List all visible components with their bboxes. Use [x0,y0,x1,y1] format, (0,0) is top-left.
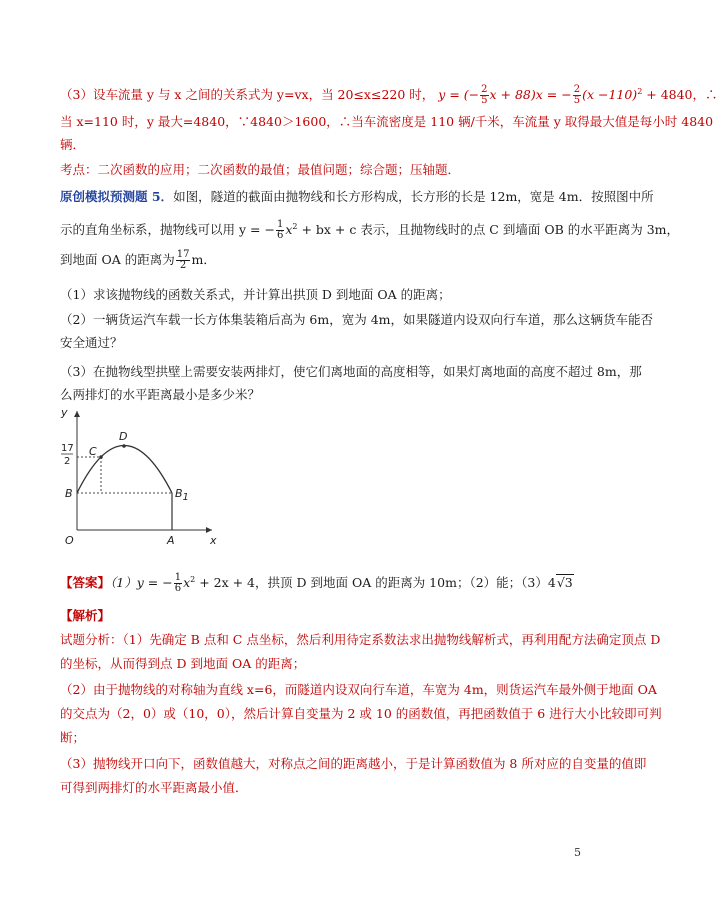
tick-17-label: 17 [61,443,74,454]
fraction-numerator: 17 [176,249,190,260]
exponent: 2 [637,87,643,96]
point-c-label: C [89,445,97,458]
exponent: 2 [190,575,196,584]
fraction-17-2 [176,250,191,271]
fraction-2-5 [480,85,488,106]
analysis-line-2: 的坐标，从而得到点 D 到地面 OA 的距离； [60,656,306,671]
fraction-denominator: 2 [179,260,187,271]
problem-line-1 [60,187,654,207]
prev-solution-formula-a: y = (− [438,87,480,103]
problem-line-3 [60,250,590,271]
problem-text-3a: 到地面 OA 的距离为 [60,252,175,267]
prev-solution-text-a: （3）设车流量 y 与 x 之间的关系式为 y=vx，当 20≤x≤220 时， [60,87,435,103]
question-3-line-2: 么两排灯的水平距离最小是多少米？ [60,387,261,402]
prev-solution-line-1 [60,82,718,107]
prev-solution-line-3: 辆． [60,137,86,152]
y-axis-arrow [74,411,80,417]
answer-label: 【答案】 [60,575,111,591]
x-axis-arrow [206,527,212,533]
fraction-2-5b [573,85,581,106]
point-a-label: A [167,534,175,547]
analysis-line-5: 断； [60,730,86,745]
page-number: 5 [574,846,581,859]
tick-2-label: 2 [64,456,71,467]
fraction-denominator: 6 [174,583,182,595]
tunnel-figure [55,405,225,555]
point-b1-label [175,487,189,503]
question-1: （1）求该抛物线的函数关系式，并计算出拱顶 D 到地面 OA 的距离； [60,287,451,302]
fraction-numerator: 1 [174,572,182,584]
origin-label: O [65,534,74,547]
problem-text-2b: x [285,222,293,238]
analysis-line-3: （2）由于抛物线的对称轴为直线 x=6，而隧道内设双向行车道，车宽为 4m，则货运汽车最外侧于地面 OA [60,682,657,697]
prev-solution-formula-d: + 4840，∴ [642,87,718,103]
analysis-line-1: 试题分析：（1）先确定 B 点和 C 点坐标，然后利用待定系数法求出抛物线解析式，再利用配方法确定顶点 D [60,632,661,647]
fraction-numerator: 2 [573,84,581,96]
fraction-denominator: 6 [276,230,284,242]
analysis-line-4: 的交点为（2，0）或（10，0），然后计算自变量为 2 或 10 的函数值，再把函数值于 6 进行大小比较即可判 [60,706,662,721]
question-2-line-1: （2）一辆货运汽车载一长方体集装箱后高为 6m，宽为 4m，如果隧道内设双向行车道，那么这辆货车能否 [60,312,654,327]
exponent: 2 [292,222,298,231]
x-axis-label: x [210,534,217,547]
point-b-label: B [65,487,73,500]
fraction-numerator: 2 [481,84,488,96]
answer-formula-a: （1）y = − [110,575,173,591]
prev-solution-line-2: 当 x=110 时，y 最大=4840，∵4840＞1600，∴当车流密度是 110 辆/千米，车流量 y 取得最大值是每小时 4840 [60,114,714,129]
problem-text-2a: 示的直角坐标系，抛物线可以用 y = − [60,222,275,238]
analysis-line-6: （3）抛物线开口向下，函数值越大，对称点之间的距离越小，于是计算函数值为 8 所对应的自变量的值即 [60,756,647,771]
fraction-denominator: 5 [481,95,488,107]
problem-text-1: 如图，隧道的截面由抛物线和长方形构成，长方形的长是 12m，宽是 4m．按照图中所 [173,189,654,204]
analysis-line-7: 可得到两排灯的水平距离最小值． [60,780,248,795]
point-b1-subscript: 1 [182,492,189,503]
problem-text-3b: m． [191,252,216,267]
sqrt-value: √3 [556,575,573,591]
point-c [99,455,103,459]
fraction-denominator: 5 [573,95,581,107]
answer-formula-b: x [183,575,191,591]
fraction-1-6 [276,220,284,241]
fraction-numerator: 1 [276,219,284,231]
prev-solution-formula-c: (x −110) [582,87,638,103]
analysis-label: 【解析】 [60,608,111,623]
problem-text-2c: + bx + c 表示，且抛物线时的点 C 到墙面 OB 的水平距离为 3m， [297,222,680,238]
point-d [122,444,126,448]
kaodian-line: 考点：二次函数的应用；二次函数的最值；最值问题；综合题；压轴题． [60,162,461,177]
answer-formula-c: + 2x + 4，拱顶 D 到地面 OA 的距离为 10m；（2）能；（3）4 [195,575,556,591]
problem-label: 原创模拟预测题 5． [60,189,174,204]
sqrt-radicand: 3 [564,575,573,591]
fraction-1-6-answer [174,573,182,594]
prev-solution-formula-b: x + 88)x = − [489,87,572,103]
question-2-line-2: 安全通过？ [60,335,123,350]
answer-line [60,570,590,594]
question-3-line-1: （3）在抛物线型拱壁上需要安装两排灯，使它们离地面的高度相等，如果灯离地面的高度不超过 8m，那 [60,364,642,379]
point-d-label: D [119,430,128,443]
point-b1-letter: B [175,487,183,500]
problem-line-2 [60,217,680,242]
y-axis-label: y [61,406,68,419]
